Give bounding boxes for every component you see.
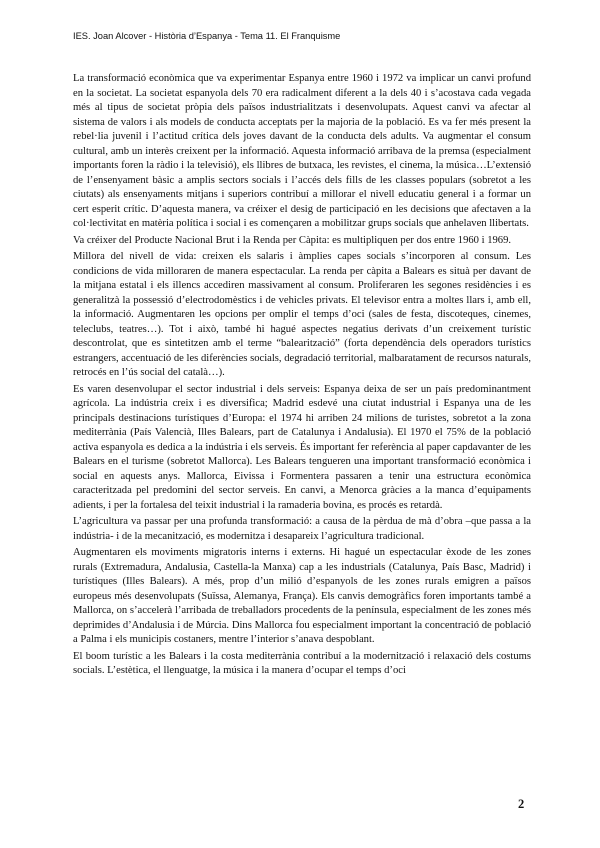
document-body xyxy=(73,72,531,681)
paragraph-migration: Augmentaren els moviments migratoris interns i externs. Hi hagué un espectacular èxode de les zones rurals (Extremadura, Andalusia, Castella-la Manxa) cap a les industrials (Catalunya, País Basc, Madrid) i turístiques (Illes Balears). A més, prop d’un milió d’espanyols de les zones rurals emigren a països europeus més desenvolupats (Suïssa, Alemanya, França). Els canvis demogràfics foren importants també a Mallorca, on s’accelerà l’arribada de treballadors procedents de la península, especialment de les zones més deprimides d’Andalusia i de Múrcia. Dins Mallorca fou especialment important la concentració de població a Palma i els municipis costaners, mentre l’interior s’anava despoblant. xyxy=(73,547,531,645)
paragraph-social-transformation: La transformació econòmica que va experimentar Espanya entre 1960 i 1972 va implicar un canvi profund en la societat. La societat espanyola dels 70 era radicalment diferent a la dels 40 i s’acostava cada vegada més al tipus de societat pròpia dels països industrialitzats i desenvolupats. Aquest canvi va afectar al sistema de valors i als models de conducta acceptats per la majoria de la població. Es va fer més present la rebel·lia juvenil i l’actitud crítica dels joves davant de la conducta dels adults. Va augmentar el consum cultural, amb un interès creixent per la informació. Aquesta informació arribava de la premsa (especialment importants foren la ràdio i la televisió), els llibres de butxaca, les revistes, el cinema, la música…L’extensió de l’ensenyament bàsic a amplis sectors socials i l’accés dels fills de les classes populars (sobretot a les ciutats) als ensenyaments mitjans i superiors contribuí a millorar el nivell educatiu general i a formar un cert esperit crític. D’aquesta manera, va créixer el desig de participació en les decisions que afectaven a la col·lectivitat en matèria política i social i es començaren a mobilitzar grups socials que anhelaven llibertats. xyxy=(73,73,531,229)
page-number: 2 xyxy=(518,797,525,811)
paragraph-gnp-growth: Va créixer del Producte Nacional Brut i la Renda per Càpita: es multipliquen per dos entre 1960 i 1969. xyxy=(73,234,512,246)
paragraph-living-standards: Millora del nivell de vida: creixen els salaris i àmplies capes socials s’incorporen al consum. Les condicions de vida milloraren de manera espectacular. La renda per càpita a Balears es situà per davant de la mitjana estatal i els illencs accediren massivament al consum. Proliferaren les segones residències i es generalitzà la possessió d’electrodomèstics i de vehicles privats. El televisor entra a moltes llars i, amb ell, la informació. Augmentaren les opcions per omplir el temps d’oci (sales de festa, discoteques, cinemes, teleclubs, teatres…). Tot i això, també hi hagué aspectes negatius derivats d’un creixement turístic descontrolat, que es sintetitzen amb el terme “balearització” (forta dependència dels operadors turístics estrangers, accentuació de les diferències socials, degradació territorial, malbaratament de recursos naturals, retrocés en l’ús social del català…). xyxy=(73,251,531,378)
paragraph-tourism-boom: El boom turístic a les Balears i la costa mediterrània contribuí a la modernització i relaxació dels costums socials. L’estètica, el llenguatge, la música i la manera d’ocupar el temps d’oci xyxy=(73,650,531,676)
page-header: IES. Joan Alcover - Història d’Espanya - Tema 11. El Franquisme xyxy=(73,31,341,41)
paragraph-agriculture: L’agricultura va passar per una profunda transformació: a causa de la pèrdua de mà d’obra –que passa a la indústria- i de la mecanització, es modernitza i desapareix l’agricultura tradicional. xyxy=(73,516,531,542)
paragraph-industry-services: Es varen desenvolupar el sector industrial i dels serveis: Espanya deixa de ser un país predominantment agrícola. La indústria creix i es diversifica; Madrid esdevé una ciutat industrial i Espanya una de les principals destinacions turístiques d’Europa: el 1974 hi arriben 24 milions de turistes, sobretot a la zona mediterrània (País Valencià, Illes Balears, part de Catalunya i Andalusia). El 1970 el 75% de la població activa espanyola es dedica a la indústria i els serveis. És important fer referència al paper capdavanter de les Balears en el turisme (sobretot Mallorca). Les Balears tengueren una important transformació econòmica i social en aquests anys. Mallorca, Eivissa i Formentera passaren a tenir una estructura econòmica caracteritzada pel predomini del sector serveis. En canvi, a Menorca gràcies a la manca d’equipaments adients, i per la fortalesa del teixit industrial i la ramaderia bovina, es procés es retardà. xyxy=(73,383,531,511)
